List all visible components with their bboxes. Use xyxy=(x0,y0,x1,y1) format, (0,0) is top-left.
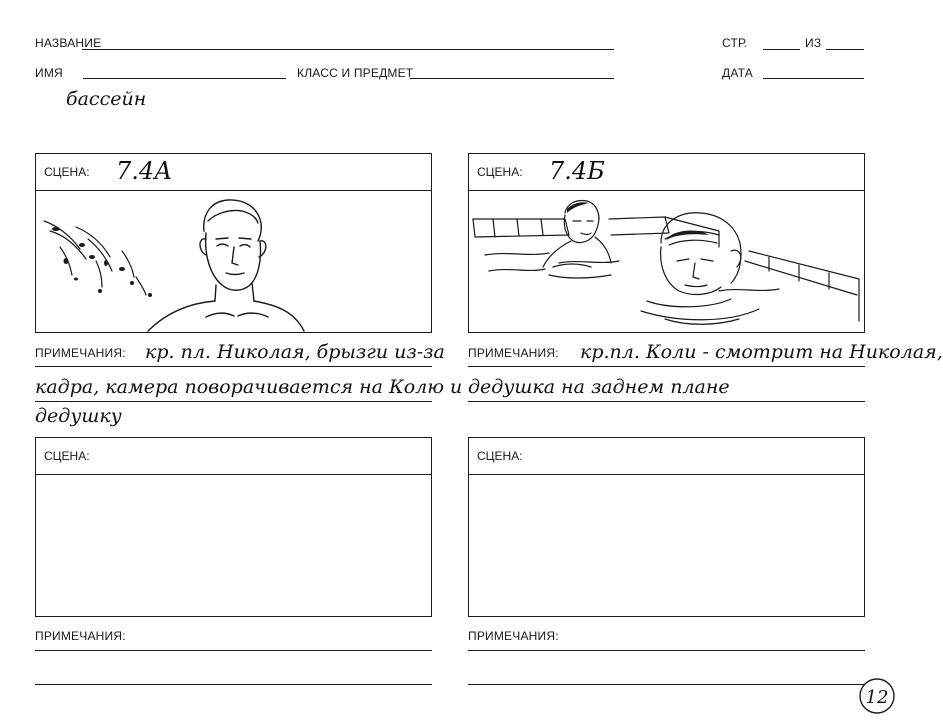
notes-line-2 xyxy=(468,684,865,685)
scene-panel-4 xyxy=(468,437,865,617)
page-number: 12 xyxy=(865,687,889,708)
scene-label: СЦЕНА: xyxy=(44,449,90,463)
scene-header-1 xyxy=(36,154,431,191)
scene-label: СЦЕНА: xyxy=(477,165,523,179)
scene-panel-2 xyxy=(468,153,865,333)
scene-note-line-1: кр.пл. Коли - смотрит на Николая, xyxy=(580,341,943,363)
class-subject-label: КЛАСС И ПРЕДМЕТ xyxy=(297,66,414,80)
scene-header-3 xyxy=(36,438,431,475)
notes-label: ПРИМЕЧАНИЯ: xyxy=(35,346,126,360)
notes-line-2 xyxy=(468,401,865,402)
notes-line-2 xyxy=(35,401,432,402)
scene-panel-3 xyxy=(35,437,432,617)
page-field-line[interactable] xyxy=(763,49,800,50)
scene-note-line-2: кадра, камера поворачивается на Колю и xyxy=(35,376,463,398)
notes-label: ПРИМЕЧАНИЯ: xyxy=(468,346,559,360)
date-label: ДАТА xyxy=(722,66,753,80)
scene-label: СЦЕНА: xyxy=(44,165,90,179)
scene-id: 7.4А xyxy=(116,157,173,185)
scene-header-4 xyxy=(469,438,864,475)
notes-label: ПРИМЕЧАНИЯ: xyxy=(468,629,559,643)
name-field-line[interactable] xyxy=(83,78,286,79)
scene-header-2 xyxy=(469,154,864,191)
title-label: НАЗВАНИЕ xyxy=(35,36,102,50)
scene-note-line-1: кр. пл. Николая, брызги из-за xyxy=(145,341,445,363)
notes-line-1 xyxy=(468,650,865,651)
name-label: ИМЯ xyxy=(35,66,63,80)
scene-note-line-2: дедушка на заднем плане xyxy=(468,376,730,398)
of-label: ИЗ xyxy=(805,36,822,50)
of-field-line[interactable] xyxy=(826,49,864,50)
scene-label: СЦЕНА: xyxy=(477,449,523,463)
class-subject-field-line[interactable] xyxy=(410,78,614,79)
scene-id: 7.4Б xyxy=(549,157,605,185)
scene-note-line-3: дедушку xyxy=(35,405,122,427)
page-label: СТР. xyxy=(722,36,748,50)
scene-panel-1 xyxy=(35,153,432,333)
notes-line-2 xyxy=(35,684,432,685)
handwritten-title: бассейн xyxy=(66,88,147,110)
title-field-line[interactable] xyxy=(82,49,614,50)
page-number-badge xyxy=(857,676,897,716)
notes-line-1 xyxy=(35,650,432,651)
notes-line-1 xyxy=(35,366,432,367)
date-field-line[interactable] xyxy=(763,78,864,79)
notes-line-1 xyxy=(468,366,865,367)
sketch-pool-with-boy-and-grandfather xyxy=(469,191,864,332)
notes-label: ПРИМЕЧАНИЯ: xyxy=(35,629,126,643)
sketch-swimmer-and-splash xyxy=(36,191,431,332)
